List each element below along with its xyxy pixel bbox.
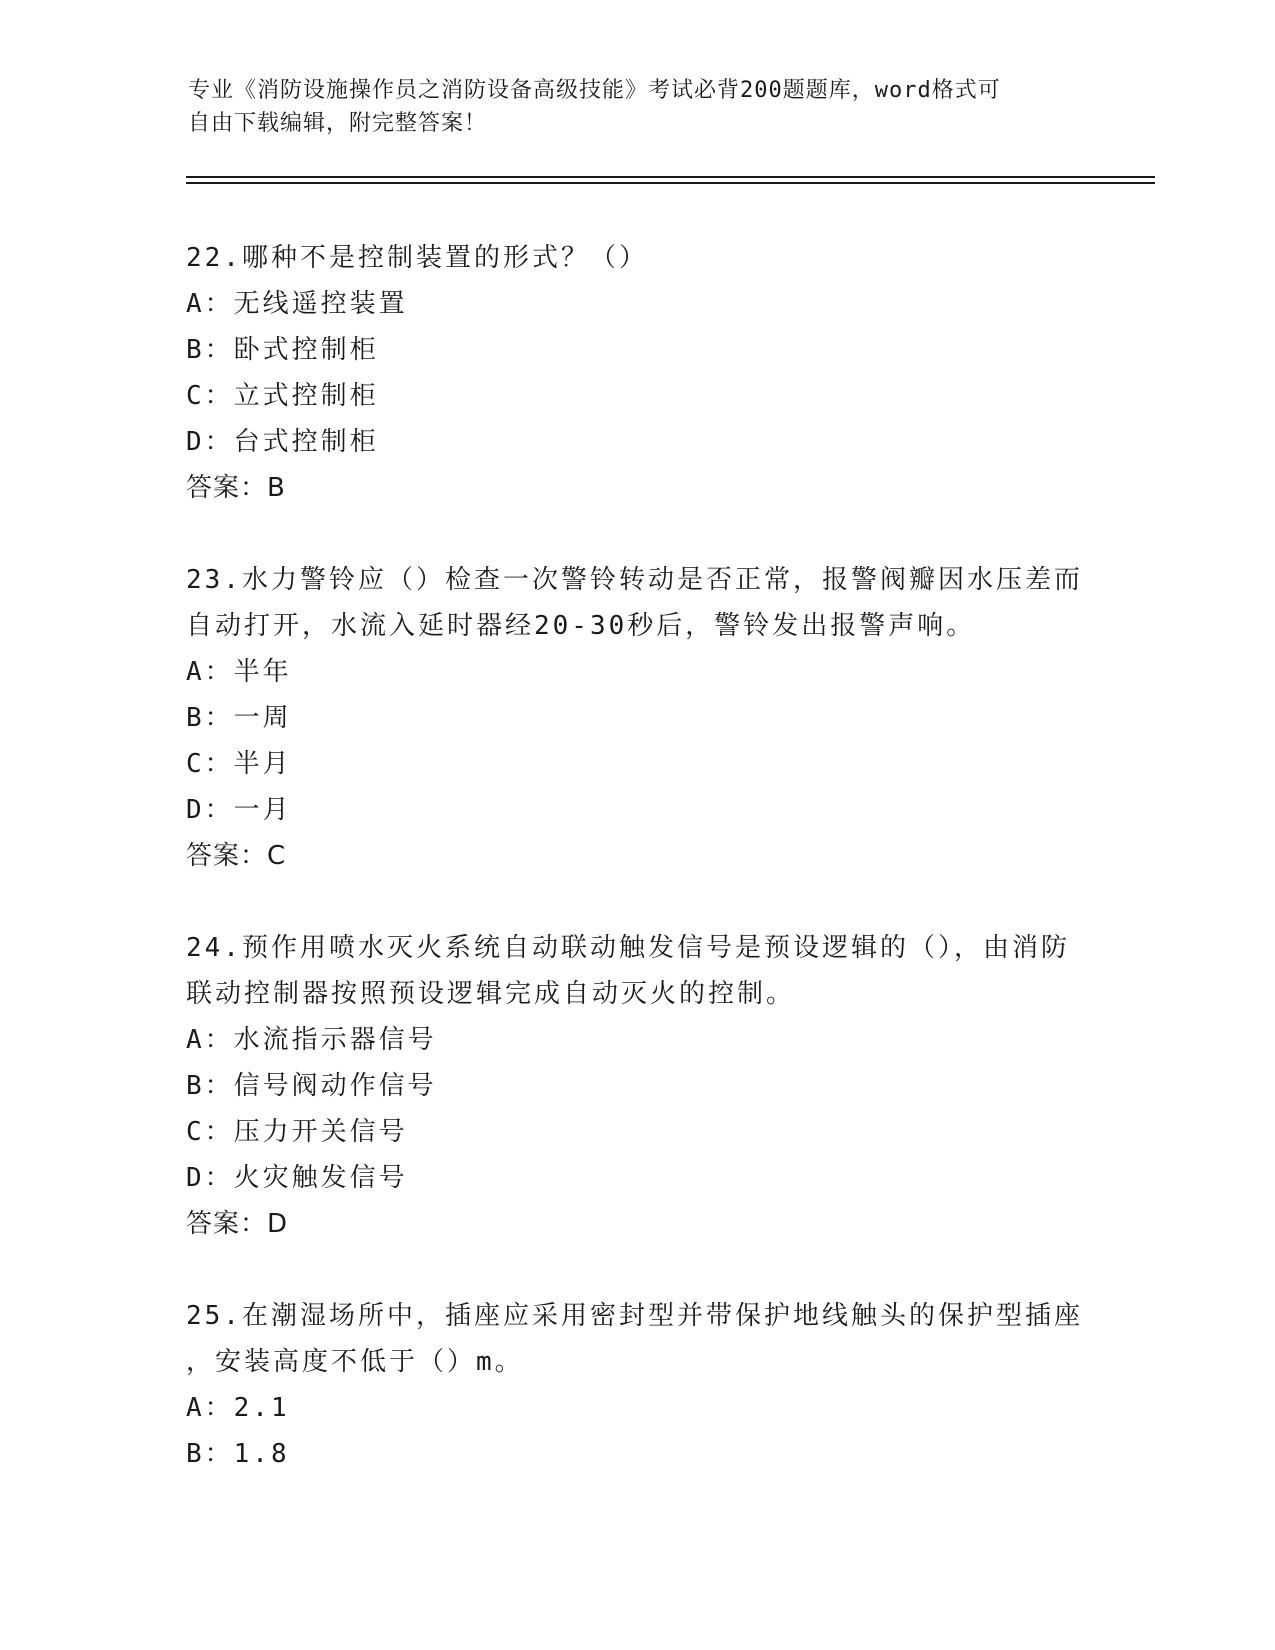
option-a: A：无线遥控装置 — [186, 289, 408, 319]
option-b: B：卧式控制柜 — [186, 335, 379, 365]
answer-label: 答案：C — [186, 841, 287, 871]
stem-line: 22.哪种不是控制装置的形式？（） — [186, 243, 648, 273]
stem-line: 24.预作用喷水灭火系统自动联动触发信号是预设逻辑的（），由消防 — [186, 933, 1070, 963]
question-stem — [186, 557, 1086, 649]
stem-line: ，安装高度不低于（）m。 — [186, 1347, 524, 1377]
stem-line: 联动控制器按照预设逻辑完成自动灭火的控制。 — [186, 979, 796, 1009]
stem-line: 25.在潮湿场所中，插座应采用密封型并带保护地线触头的保护型插座 — [186, 1301, 1083, 1331]
option-a: A：水流指示器信号 — [186, 1025, 437, 1055]
header-line-1: 专业《消防设施操作员之消防设备高级技能》考试必背200题题库，word格式可 — [188, 78, 1001, 103]
answer-label: 答案：D — [186, 1209, 289, 1239]
option-c: C：压力开关信号 — [186, 1117, 408, 1147]
question-22 — [186, 235, 1086, 511]
option-b: B：信号阀动作信号 — [186, 1071, 437, 1101]
question-23 — [186, 557, 1086, 879]
option-a: A：2.1 — [186, 1393, 290, 1423]
option-d: D：台式控制柜 — [186, 427, 379, 457]
stem-line: 自动打开，水流入延时器经20-30秒后，警铃发出报警声响。 — [186, 611, 976, 641]
option-b: B：1.8 — [186, 1439, 290, 1469]
question-24 — [186, 925, 1086, 1247]
question-list — [186, 235, 1086, 1523]
option-d: D：火灾触发信号 — [186, 1163, 408, 1193]
option-b: B：一周 — [186, 703, 292, 733]
option-d: D：一月 — [186, 795, 292, 825]
option-c: C：立式控制柜 — [186, 381, 379, 411]
option-c: C：半月 — [186, 749, 292, 779]
header-divider-top — [186, 176, 1155, 178]
option-a: A：半年 — [186, 657, 292, 687]
document-header — [188, 74, 1068, 140]
stem-line: 23.水力警铃应（）检查一次警铃转动是否正常，报警阀瓣因水压差而 — [186, 565, 1083, 595]
answer-label: 答案：B — [186, 473, 286, 503]
question-stem — [186, 235, 1086, 281]
question-25 — [186, 1293, 1086, 1477]
header-divider-bottom — [186, 182, 1155, 184]
question-stem — [186, 925, 1086, 1017]
header-line-2: 自由下载编辑，附完整答案！ — [188, 111, 488, 136]
question-stem — [186, 1293, 1086, 1385]
